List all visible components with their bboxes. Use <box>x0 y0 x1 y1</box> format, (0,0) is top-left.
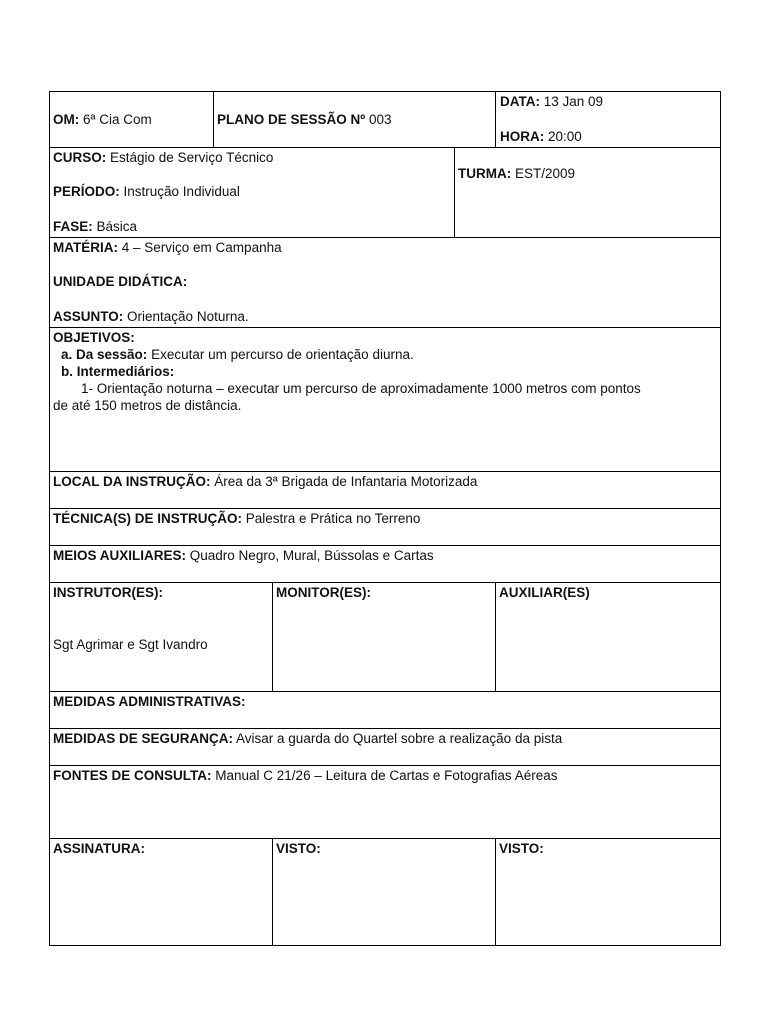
auxiliar-cell <box>496 583 720 691</box>
om-value: 6ª Cia Com <box>83 112 152 127</box>
objetivo-a-label: a. Da sessão: <box>61 347 148 362</box>
materia-label: MATÉRIA: <box>53 240 118 255</box>
turma-cell <box>455 148 720 237</box>
medidas-seg-row <box>50 729 720 766</box>
tecnica-value: Palestra e Prática no Terreno <box>245 511 421 526</box>
medidas-adm-cell <box>50 692 720 728</box>
objetivo-b1-line1: 1- Orientação noturna – executar um percurso de aproximadamente 1000 metros com pontos <box>81 381 641 396</box>
auxiliar-label: AUXILIAR(ES) <box>499 585 590 600</box>
monitor-cell <box>273 583 496 691</box>
unidade-label: UNIDADE DIDÁTICA: <box>53 274 188 289</box>
medidas-seg-cell <box>50 729 720 765</box>
assinaturas-row <box>50 839 720 945</box>
objetivo-b-label: b. Intermediários: <box>61 364 175 379</box>
local-value: Área da 3ª Brigada de Infantaria Motorizada <box>214 474 478 489</box>
meios-label: MEIOS AUXILIARES: <box>53 548 187 563</box>
instrutor-value: Sgt Agrimar e Sgt Ivandro <box>53 637 208 652</box>
plano-label: PLANO DE SESSÃO Nº <box>217 112 366 127</box>
fase-label: FASE: <box>53 219 93 234</box>
fontes-value: Manual C 21/26 – Leitura de Cartas e Fotografias Aéreas <box>215 768 558 783</box>
objetivo-a-value: Executar um percurso de orientação diurna. <box>151 347 414 362</box>
curso-value: Estágio de Serviço Técnico <box>110 150 274 165</box>
instrutor-cell <box>50 583 273 691</box>
fontes-cell <box>50 766 720 838</box>
meios-row <box>50 546 720 583</box>
plano-value: 003 <box>368 112 392 127</box>
data-value: 13 Jan 09 <box>543 94 604 109</box>
tecnica-label: TÉCNICA(S) DE INSTRUÇÃO: <box>53 511 242 526</box>
local-cell <box>50 472 720 508</box>
assunto-value: Orientação Noturna. <box>127 309 249 324</box>
medidas-adm-label: MEDIDAS ADMINISTRATIVAS: <box>53 694 246 709</box>
fontes-label: FONTES DE CONSULTA: <box>53 768 212 783</box>
curso-cell <box>50 148 455 237</box>
data-label: DATA: <box>500 94 540 109</box>
instrutor-label: INSTRUTOR(ES): <box>53 585 163 600</box>
materia-value: 4 – Serviço em Campanha <box>121 240 282 255</box>
meios-value: Quadro Negro, Mural, Bússolas e Cartas <box>189 548 434 563</box>
assunto-label: ASSUNTO: <box>53 309 124 324</box>
materia-row <box>50 238 720 328</box>
medidas-seg-label: MEDIDAS DE SEGURANÇA: <box>53 731 234 746</box>
turma-value: EST/2009 <box>515 166 576 181</box>
turma-label: TURMA: <box>458 166 512 181</box>
om-label: OM: <box>53 112 80 127</box>
medidas-seg-value: Avisar a guarda do Quartel sobre a realização da pista <box>236 731 563 746</box>
local-row <box>50 472 720 509</box>
plano-cell <box>214 92 496 147</box>
monitor-label: MONITOR(ES): <box>276 585 371 600</box>
meios-cell <box>50 546 720 582</box>
visto1-label: VISTO: <box>276 841 321 856</box>
pessoal-row <box>50 583 720 692</box>
tecnica-cell <box>50 509 720 545</box>
fase-value: Básica <box>96 219 138 234</box>
om-cell <box>50 92 214 147</box>
header-row <box>50 92 720 148</box>
periodo-label: PERÍODO: <box>53 184 120 199</box>
objetivos-row <box>50 328 720 472</box>
materia-cell <box>50 238 720 327</box>
visto2-cell <box>496 839 720 945</box>
periodo-value: Instrução Individual <box>123 184 240 199</box>
tecnica-row <box>50 509 720 546</box>
curso-row <box>50 148 720 238</box>
hora-label: HORA: <box>500 129 545 144</box>
objetivos-label: OBJETIVOS: <box>53 330 135 345</box>
visto2-label: VISTO: <box>499 841 544 856</box>
visto1-cell <box>273 839 496 945</box>
data-hora-cell <box>496 92 720 147</box>
curso-label: CURSO: <box>53 150 107 165</box>
hora-value: 20:00 <box>548 129 582 144</box>
objetivo-b1-line2: de até 150 metros de distância. <box>53 398 242 413</box>
local-label: LOCAL DA INSTRUÇÃO: <box>53 474 211 489</box>
assinatura-cell <box>50 839 273 945</box>
session-plan-form <box>49 91 721 946</box>
medidas-adm-row <box>50 692 720 729</box>
fontes-row <box>50 766 720 839</box>
objetivos-cell <box>50 328 720 471</box>
assinatura-label: ASSINATURA: <box>53 841 145 856</box>
